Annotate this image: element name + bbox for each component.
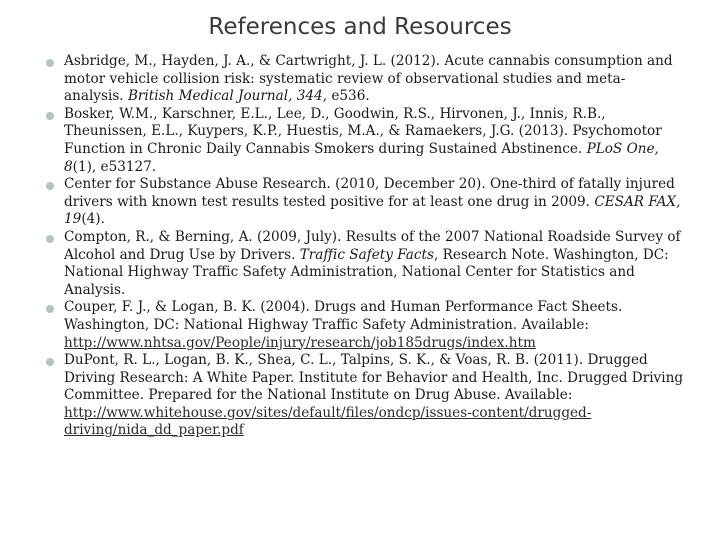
reference-item	[44, 176, 684, 229]
bullet-icon	[46, 235, 54, 243]
reference-text-tail: , e536.	[322, 88, 370, 105]
reference-list	[44, 53, 684, 440]
reference-text-tail: , Research Note. Washington, DC: National Highway Traffic Safety Administration, National Center for Statistics and Analysis.	[64, 246, 669, 298]
reference-text: Couper, F. J., & Logan, B. K. (2004). Drugs and Human Performance Fact Sheets. Washington, DC: National Highway Traffic Safety Administration. Available:	[64, 299, 623, 333]
reference-link[interactable]: http://www.nhtsa.gov/People/injury/research/job185drugs/index.htm	[64, 334, 536, 351]
reference-item	[44, 106, 684, 176]
reference-text: Center for Substance Abuse Research. (2010, December 20). One-third of fatally injured drivers with known test results tested positive for at least one drug in 2009.	[64, 176, 675, 210]
reference-text: Bosker, W.M., Karschner, E.L., Lee, D., Goodwin, R.S., Hirvonen, J., Innis, R.B., Theunissen, E.L., Kuypers, K.P., Huestis, M.A., & Ramaekers, J.G. (2013). Psychomotor Function in Chronic Daily Cannabis Smokers during Sustained Abstinence.	[64, 105, 662, 157]
reference-item	[44, 53, 684, 106]
reference-source: Traffic Safety Facts	[299, 246, 434, 263]
bullet-icon	[46, 305, 54, 313]
reference-item	[44, 352, 684, 440]
reference-text: Compton, R., & Berning, A. (2009, July). Results of the 2007 National Roadside Survey of Alcohol and Drug Use by Drivers.	[64, 228, 681, 263]
reference-source: CESAR FAX, 19	[64, 193, 681, 228]
bullet-icon	[46, 182, 54, 190]
reference-link[interactable]: http://www.whitehouse.gov/sites/default/files/ondcp/issues-content/drugged-driving/nida_dd_paper.pdf	[64, 404, 592, 439]
reference-text-tail: (1), e53127.	[72, 158, 157, 175]
reference-source: PLoS One, 8	[64, 140, 659, 175]
reference-text: DuPont, R. L., Logan, B. K., Shea, C. L., Talpins, S. K., & Voas, R. B. (2011). Drugged Driving Research: A White Paper. Institute for Behavior and Health, Inc. Drugged Driving Committee. Prepared for the National Institute on Drug Abuse. Available:	[64, 352, 684, 404]
reference-source: British Medical Journal, 344	[127, 88, 323, 105]
reference-item	[44, 229, 684, 299]
slide-title: References and Resources	[208, 14, 512, 40]
bullet-icon	[46, 112, 54, 120]
reference-text-tail: (4).	[81, 211, 105, 228]
reference-item	[44, 299, 684, 352]
bullet-icon	[46, 358, 54, 366]
reference-text: Asbridge, M., Hayden, J. A., & Cartwright, J. L. (2012). Acute cannabis consumption and motor vehicle collision risk: systematic review of observational studies and meta-analysis.	[64, 53, 673, 105]
bullet-icon	[46, 59, 54, 67]
